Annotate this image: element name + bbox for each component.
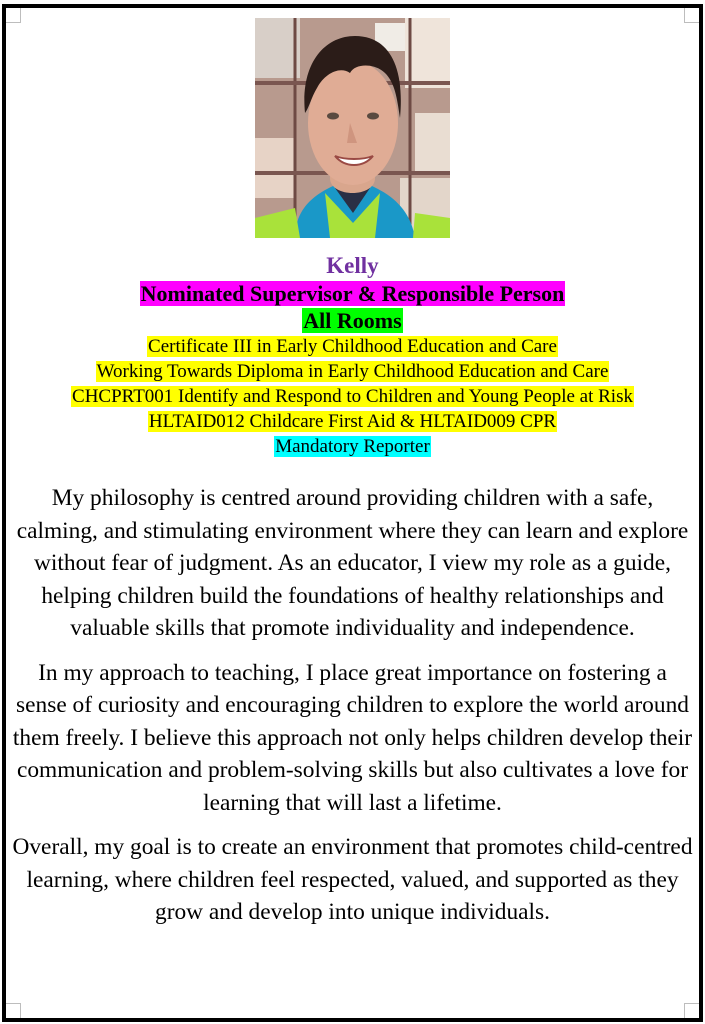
profile-header xyxy=(6,252,699,459)
mandatory-reporter-badge xyxy=(6,434,699,459)
qualification-text: CHCPRT001 Identify and Respond to Children and Young People at Risk xyxy=(72,386,633,407)
crop-mark-bottom-left xyxy=(6,1003,21,1018)
crop-mark-top-right xyxy=(684,8,699,23)
philosophy-paragraph: My philosophy is centred around providing children with a safe, calming, and stimulating environment where they can learn and explore without fear of judgment. As an educator, I view my role as a guide, helping children build the foundations of healthy relationships and valuable skills that promote individuality and independence. xyxy=(16,485,689,641)
portrait-image xyxy=(255,18,450,238)
qualification-item xyxy=(6,409,699,434)
qualification-text: HLTAID012 Childcare First Aid & HLTAID009 CPR xyxy=(148,411,557,432)
qualification-item xyxy=(6,384,699,409)
educator-name xyxy=(6,252,699,280)
crop-mark-top-left xyxy=(6,8,21,23)
crop-mark-bottom-right xyxy=(684,1003,699,1018)
role-title xyxy=(6,280,699,307)
philosophy-text xyxy=(12,482,693,941)
philosophy-paragraph: In my approach to teaching, I place great importance on fostering a sense of curiosity and encouraging children to explore the world around them freely. I believe this approach not only helps children develop their communication and problem-solving skills but also cultivates a love for learning that will last a lifetime. xyxy=(12,659,693,816)
qualification-item xyxy=(6,359,699,384)
qualification-item xyxy=(6,334,699,359)
philosophy-paragraph: Overall, my goal is to create an environment that promotes child-centred learning, where children feel respected, valued, and supported as they grow and develop into unique individuals. xyxy=(12,834,693,925)
qualification-text: Working Towards Diploma in Early Childhood Education and Care xyxy=(96,361,609,382)
rooms-label-text: All Rooms xyxy=(303,308,402,333)
mandatory-reporter-text: Mandatory Reporter xyxy=(275,436,430,457)
educator-name-text: Kelly xyxy=(326,253,379,278)
profile-photo xyxy=(255,18,450,238)
rooms-label xyxy=(6,307,699,334)
role-title-text: Nominated Supervisor & Responsible Person xyxy=(140,281,565,306)
qualification-text: Certificate III in Early Childhood Education and Care xyxy=(148,336,557,357)
